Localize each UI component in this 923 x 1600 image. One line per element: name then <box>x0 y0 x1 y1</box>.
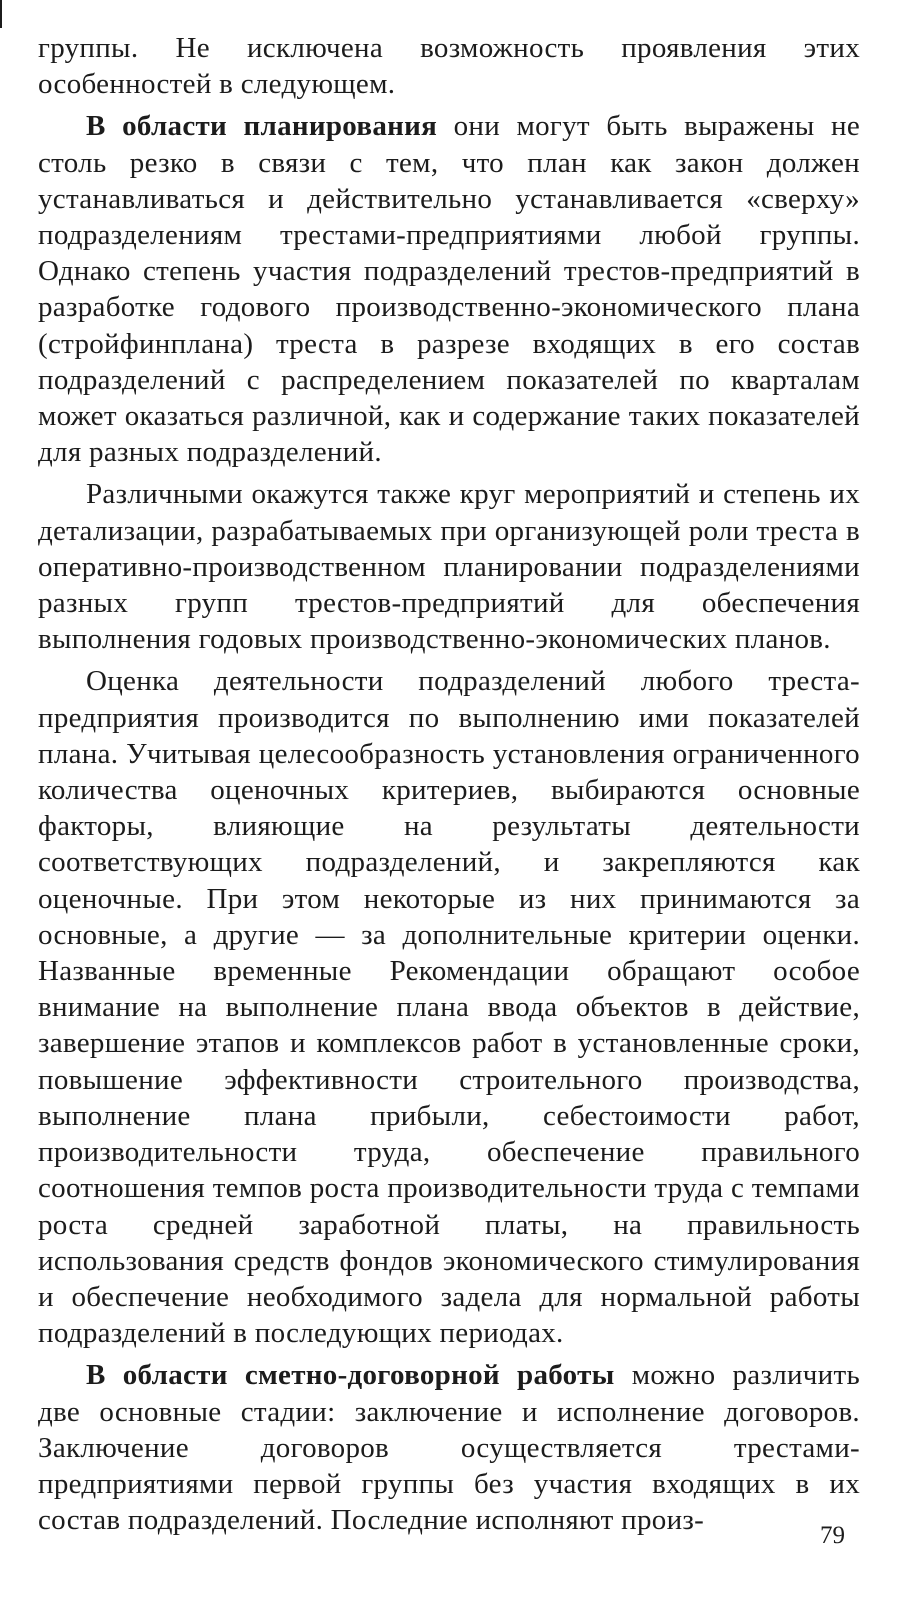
paragraph-text: Различными окажутся также круг мероприятий и степень их детализации, разрабатываемых при организующей роли треста в оперативно-производственном планировании подразделениями разных групп трестов-предприятий для обеспечения выполнения годовых производственно-экономических планов. <box>38 478 860 656</box>
paragraph-lead-planning: В области планирования <box>86 110 438 143</box>
paragraph-text: они могут быть выражены не столь резко в связи с тем, что план как закон должен устанавливаться и действительно устанавливается «сверху» подразделениям трестами-предприятиями любой группы. Однако степень участия подразделений трестов-предприятий в разработке годового производственно-экономического плана (стройфинплана) треста в разрезе входящих в его состав подразделений с распределением показателей по кварталам может оказаться различной, как и содержание таких показателей для разных подразделений. <box>38 110 860 469</box>
paragraph-contracts <box>38 1357 860 1538</box>
paragraph-continuation <box>38 30 860 102</box>
paragraph-text: можно различить две основные стадии: заключение и исполнение договоров. Заключение договоров осуществляется трестами-предприятиями первой группы без участия входящих в их состав подразделений. Последние исполняют произ- <box>38 1359 861 1537</box>
paragraph-text: группы. Не исключена возможность проявления этих особенностей в следующем. <box>38 32 860 101</box>
paragraph-lead-contracts: В области сметно-договорной работы <box>86 1359 615 1392</box>
paragraph-planning <box>38 108 860 470</box>
paragraph-text: Оценка деятельности подразделений любого треста-предприятия производится по выполнению ими показателей плана. Учитывая целесообразность установления ограниченного количества оценочных критериев, выбираются основные факторы, влияющие на результаты деятельности соответствующих подразделений, и закрепляются как оценочные. При этом некоторые из них принимаются за основные, а другие — за дополнительные критерии оценки. Названные временные Рекомендации обращают особое внимание на выполнение плана ввода объектов в действие, завершение этапов и комплексов работ в установленные сроки, повышение эффективности строительного производства, выполнение плана прибыли, себестоимости работ, производительности труда, обеспечение правильного соотношения темпов роста производительности труда с темпами роста средней заработной платы, на правильность использования средств фондов экономического стимулирования и обеспечение необходимого задела для нормальной работы подразделений в последующих периодах. <box>38 665 860 1350</box>
page-number: 79 <box>820 1522 845 1549</box>
paragraph-evaluation <box>38 663 860 1351</box>
scan-edge-mark <box>0 0 2 28</box>
paragraph-measures <box>38 476 860 657</box>
page-body <box>38 30 860 1544</box>
